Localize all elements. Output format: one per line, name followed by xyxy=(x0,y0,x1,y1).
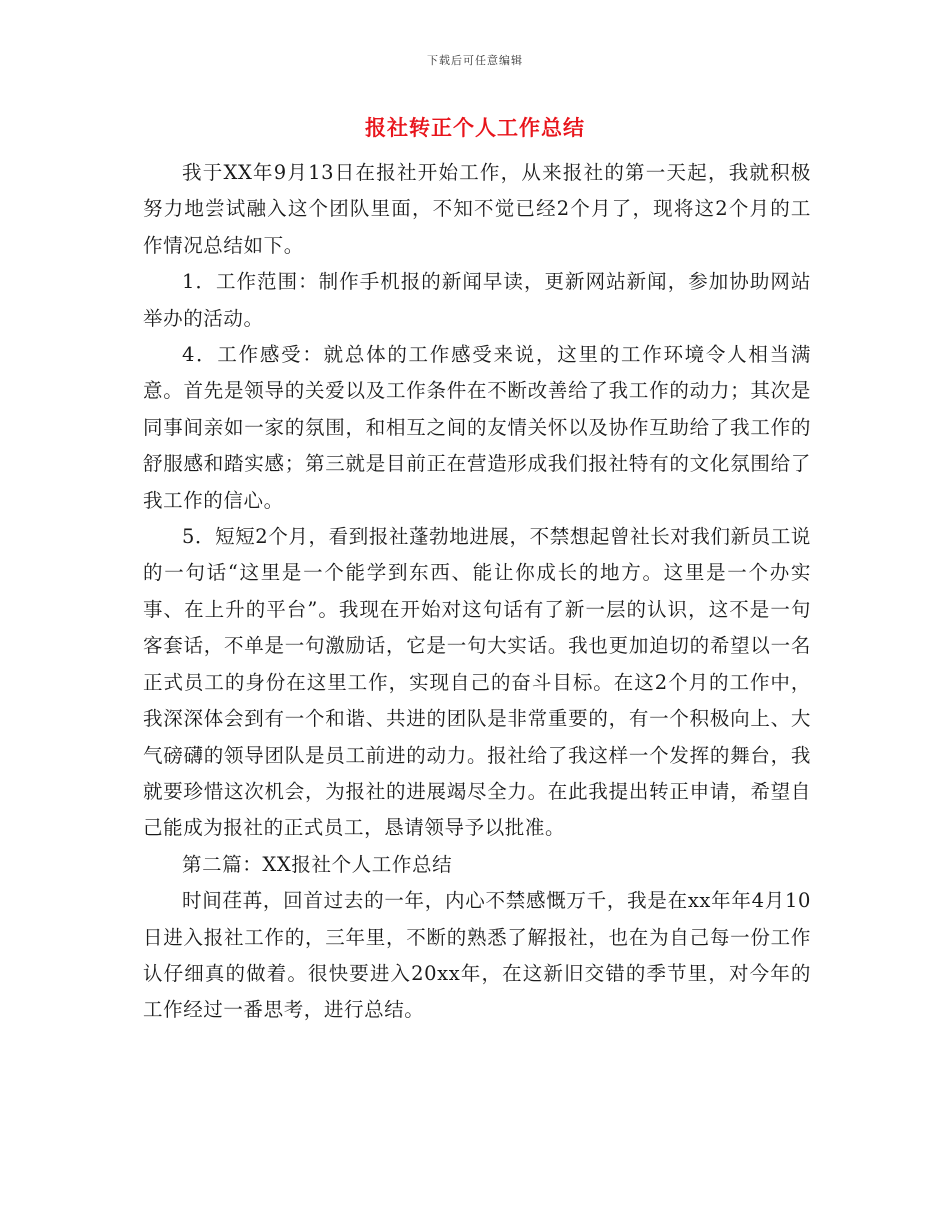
intro-paragraph: 我于XX年9月13日在报社开始工作，从来报社的第一天起，我就积极努力地尝试融入这个团队里面，不知不觉已经2个月了，现将这2个月的工作情况总结如下。 xyxy=(143,161,811,257)
second-article-paragraph: 时间荏苒，回首过去的一年，内心不禁感慨万千，我是在xx年年4月10日进入报社工作的，三年里，不断的熟悉了解报社，也在为自己每一份工作认仔细真的做着。很快要进入20xx年，在这新旧交错的季节里，对今年的工作经过一番思考，进行总结。 xyxy=(143,889,811,1022)
document-body xyxy=(143,155,811,1029)
section-heading: 第二篇：XX报社个人工作总结 xyxy=(182,852,453,876)
work-feeling-paragraph: 4．工作感受：就总体的工作感受来说，这里的工作环境令人相当满意。首先是领导的关爱以及工作条件在不断改善给了我工作的动力；其次是同事间亲如一家的氛围，和相互之间的友情关怀以及协作互助给了我工作的舒服感和踏实感；第三就是目前正在营造形成我们报社特有的文化氛围给了我工作的信心。 xyxy=(143,343,811,512)
reflection-paragraph: 5．短短2个月，看到报社蓬勃地进展，不禁想起曾社长对我们新员工说的一句话“这里是一个能学到东西、能让你成长的地方。这里是一个办实事、在上升的平台”。我现在开始对这句话有了新一层的认识，这不是一句客套话，不单是一句激励话，它是一句大实话。我也更加迫切的希望以一名正式员工的身份在这里工作，实现自己的奋斗目标。在这2个月的工作中，我深深体会到有一个和谐、共进的团队是非常重要的，有一个积极向上、大气磅礴的领导团队是员工前进的动力。报社给了我这样一个发挥的舞台，我就要珍惜这次机会，为报社的进展竭尽全力。在此我提出转正申请，希望自己能成为报社的正式员工，恳请领导予以批准。 xyxy=(143,525,812,840)
page-header: 下载后可任意编辑 xyxy=(427,54,523,67)
document-title: 报社转正个人工作总结 xyxy=(365,115,585,140)
work-scope-paragraph: 1．工作范围：制作手机报的新闻早读，更新网站新闻，参加协助网站举办的活动。 xyxy=(143,270,811,330)
